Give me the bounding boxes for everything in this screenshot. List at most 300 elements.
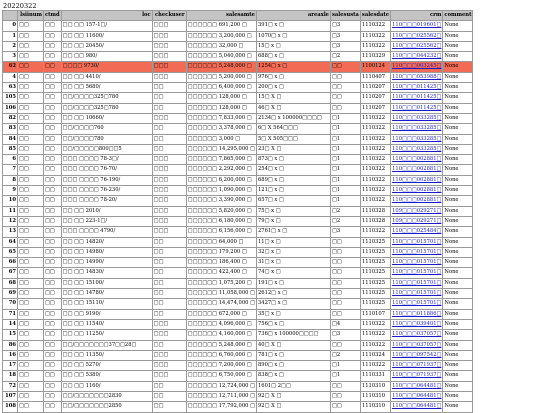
cell-crm[interactable]: 110□□□002881□ bbox=[391, 165, 443, 175]
cell-loc: □□ □□ 980/ bbox=[61, 52, 152, 62]
cell-checkuser: □□ bbox=[152, 309, 186, 319]
cell-salesamte: □□□□□□ 6,180,000 □ bbox=[186, 216, 256, 226]
cell-salesusta: □2 bbox=[330, 216, 360, 226]
cell-comment: None bbox=[443, 289, 473, 299]
cell-crm[interactable]: 110□□□002881□ bbox=[391, 196, 443, 206]
table-row[interactable] bbox=[3, 155, 473, 165]
cell-comment: None bbox=[443, 124, 473, 134]
cell-ctmd: □□ bbox=[44, 196, 62, 206]
cell-salesdate: 1110322 bbox=[360, 144, 390, 154]
cell-ctmd: □□ bbox=[44, 52, 62, 62]
column-header-salesdate[interactable]: salesdate bbox=[360, 11, 390, 21]
cell-index: 4 bbox=[3, 72, 18, 82]
table-row[interactable] bbox=[3, 361, 473, 371]
cell-ctmd: □□ bbox=[44, 361, 62, 371]
cell-areaxle: 6□ X 564□□□ bbox=[256, 124, 330, 134]
cell-crm[interactable]: 110□□□071937□ bbox=[391, 361, 443, 371]
cell-salesdate: 1110322 bbox=[360, 134, 390, 144]
cell-salesusta: □□ bbox=[330, 72, 360, 82]
cell-index: 11 bbox=[3, 206, 18, 216]
cell-salesamte: □□□□□□ 14,295,000 □ bbox=[186, 144, 256, 154]
cell-salesdate: 1110324 bbox=[360, 350, 390, 360]
cell-loc: □□/□□□□325□780 bbox=[61, 93, 152, 103]
cell-lsiinum: □□ bbox=[18, 93, 44, 103]
cell-checkuser: □□ bbox=[152, 103, 186, 113]
cell-salesusta: □□ bbox=[330, 289, 360, 299]
table-row[interactable] bbox=[3, 319, 473, 329]
cell-loc: □□□ □□□□ 78-3□/ bbox=[61, 155, 152, 165]
table-row[interactable] bbox=[3, 165, 473, 175]
cell-crm[interactable]: 110□□□033285□ bbox=[391, 124, 443, 134]
cell-loc: □□□ □□□□ 78-20/ bbox=[61, 196, 152, 206]
cell-crm[interactable]: 110□□□033285□ bbox=[391, 144, 443, 154]
table-row[interactable] bbox=[3, 41, 473, 51]
table-row[interactable] bbox=[3, 289, 473, 299]
cell-salesdate: 1110207 bbox=[360, 83, 390, 93]
table-row[interactable] bbox=[3, 247, 473, 257]
cell-salesamte: □□□□□□ 691,200 □ bbox=[186, 21, 256, 31]
cell-index: 14 bbox=[3, 319, 18, 329]
cell-salesdate: 1110322 bbox=[360, 186, 390, 196]
cell-salesdate: 1110322 bbox=[360, 361, 390, 371]
table-row[interactable] bbox=[3, 402, 473, 412]
cell-crm[interactable]: 110□□□053988□ bbox=[391, 72, 443, 82]
table-row[interactable] bbox=[3, 340, 473, 350]
cell-crm[interactable]: 110□□□037057□ bbox=[391, 340, 443, 350]
cell-areaxle: 32□ x □ bbox=[256, 247, 330, 257]
cell-areaxle: 92□ X □ bbox=[256, 402, 330, 412]
cell-crm[interactable]: 110□□□015701□ bbox=[391, 278, 443, 288]
cell-areaxle: 688□ x □ bbox=[256, 52, 330, 62]
cell-checkuser: □□□ bbox=[152, 216, 186, 226]
column-header-index[interactable] bbox=[3, 11, 18, 21]
cell-crm[interactable]: 110□□□039401□ bbox=[391, 319, 443, 329]
cell-ctmd: □□ bbox=[44, 31, 62, 41]
cell-salesusta: □□ bbox=[330, 247, 360, 257]
cell-ctmd: □□ bbox=[44, 391, 62, 401]
table-row[interactable] bbox=[3, 299, 473, 309]
cell-salesdate: 1110325 bbox=[360, 237, 390, 247]
cell-comment: None bbox=[443, 237, 473, 247]
cell-index: 9 bbox=[3, 186, 18, 196]
cell-index: 6 bbox=[3, 155, 18, 165]
cell-crm[interactable]: 110□□□011425□ bbox=[391, 103, 443, 113]
cell-lsiinum: □□ bbox=[18, 227, 44, 237]
cell-comment: None bbox=[443, 165, 473, 175]
cell-crm[interactable]: 110□□□044232□ bbox=[391, 52, 443, 62]
cell-ctmd: □□ bbox=[44, 227, 62, 237]
cell-index: 13 bbox=[3, 227, 18, 237]
cell-areaxle: 191□ x □ bbox=[256, 278, 330, 288]
table-row[interactable] bbox=[3, 93, 473, 103]
cell-ctmd: □□ bbox=[44, 186, 62, 196]
cell-lsiinum: □□ bbox=[18, 155, 44, 165]
cell-crm[interactable]: 110□□□015701□ bbox=[391, 268, 443, 278]
cell-salesusta: □1 bbox=[330, 196, 360, 206]
cell-comment: None bbox=[443, 52, 473, 62]
cell-areaxle: 11□ x □ bbox=[256, 237, 330, 247]
cell-comment: None bbox=[443, 186, 473, 196]
table-row[interactable] bbox=[3, 258, 473, 268]
cell-loc: □□ □□ 11350/ bbox=[61, 350, 152, 360]
cell-crm[interactable]: 110□□□037057□ bbox=[391, 330, 443, 340]
cell-lsiinum: □□ bbox=[18, 309, 44, 319]
cell-crm[interactable]: 110□□□002881□ bbox=[391, 175, 443, 185]
cell-checkuser: □□□ bbox=[152, 350, 186, 360]
cell-salesusta: □□ bbox=[330, 268, 360, 278]
cell-comment: None bbox=[443, 103, 473, 113]
cell-checkuser: □□ bbox=[152, 258, 186, 268]
cell-crm[interactable]: 110□□□071937□ bbox=[391, 371, 443, 381]
cell-salesamte: □□□□□□ 6,760,000 □ bbox=[186, 350, 256, 360]
cell-crm[interactable]: 110□□□003245□ bbox=[391, 62, 443, 72]
cell-loc: □□□ □□□□ 76-190/ bbox=[61, 175, 152, 185]
cell-comment: None bbox=[443, 206, 473, 216]
cell-salesdate: 1110322 bbox=[360, 227, 390, 237]
cell-comment: None bbox=[443, 175, 473, 185]
cell-crm[interactable]: 109□□□029271□ bbox=[391, 206, 443, 216]
cell-salesusta: □2 bbox=[330, 350, 360, 360]
cell-crm[interactable]: 110□□□015701□ bbox=[391, 247, 443, 257]
cell-crm[interactable]: 110□□□025562□ bbox=[391, 41, 443, 51]
column-header-ctmd[interactable]: ctmd bbox=[44, 11, 62, 21]
cell-salesusta: □1 bbox=[330, 134, 360, 144]
cell-loc: □□ □□ 14820/ bbox=[61, 237, 152, 247]
cell-salesamte: □□□□□□ 5,200,000 □ bbox=[186, 72, 256, 82]
cell-salesamte: □□□□□□ 128,000 □ bbox=[186, 103, 256, 113]
cell-loc: □□ □□ 14980/ bbox=[61, 247, 152, 257]
cell-crm[interactable]: 110□□□015701□ bbox=[391, 299, 443, 309]
cell-crm[interactable]: 110□□□019601□ bbox=[391, 21, 443, 31]
cell-loc: □□ □□ 5680/ bbox=[61, 83, 152, 93]
cell-lsiinum: □□ bbox=[18, 319, 44, 329]
cell-salesusta: □□ bbox=[330, 237, 360, 247]
cell-lsiinum: □□ bbox=[18, 196, 44, 206]
table-row[interactable] bbox=[3, 144, 473, 154]
cell-index: 16 bbox=[3, 350, 18, 360]
cell-crm[interactable]: 110□□□064481□ bbox=[391, 391, 443, 401]
cell-areaxle: 3427□ x □ bbox=[256, 299, 330, 309]
cell-ctmd: □□ bbox=[44, 371, 62, 381]
cell-areaxle: 35□ x □ bbox=[256, 309, 330, 319]
cell-loc: □□ □□ 15100/ bbox=[61, 278, 152, 288]
table-row[interactable] bbox=[3, 391, 473, 401]
cell-checkuser: □□□ bbox=[152, 165, 186, 175]
cell-loc: □□ □□ 10660/ bbox=[61, 113, 152, 123]
cell-lsiinum: □□ bbox=[18, 124, 44, 134]
cell-index: 63 bbox=[3, 83, 18, 93]
cell-index: 17 bbox=[3, 361, 18, 371]
cell-loc: □□□ □□□□ 4790/ bbox=[61, 227, 152, 237]
cell-crm[interactable]: 110□□□011425□ bbox=[391, 83, 443, 93]
column-header-salesusta[interactable]: salesusta bbox=[330, 11, 360, 21]
table-row[interactable] bbox=[3, 278, 473, 288]
table-row[interactable] bbox=[3, 31, 473, 41]
cell-salesamte: □□□□□□ 2,292,000 □ bbox=[186, 165, 256, 175]
column-header-lsiinum[interactable]: lsiinum bbox=[18, 11, 44, 21]
cell-crm[interactable]: 110□□□011425□ bbox=[391, 93, 443, 103]
cell-salesusta: □□ bbox=[330, 309, 360, 319]
cell-salesdate: 1110322 bbox=[360, 124, 390, 134]
cell-ctmd: □□ bbox=[44, 350, 62, 360]
cell-salesamte: □□□□□□ 12,711,000 □ bbox=[186, 391, 256, 401]
cell-comment: None bbox=[443, 144, 473, 154]
cell-lsiinum: □□ bbox=[18, 186, 44, 196]
cell-loc: □□ □□ 14990/ bbox=[61, 258, 152, 268]
cell-lsiinum: □□ bbox=[18, 113, 44, 123]
cell-ctmd: □□ bbox=[44, 93, 62, 103]
cell-index: 0 bbox=[3, 21, 18, 31]
cell-salesamte: □□□□□□ 11,058,000 □ bbox=[186, 289, 256, 299]
cell-salesusta: □□ bbox=[330, 340, 360, 350]
cell-areaxle: 200□ x □ bbox=[256, 83, 330, 93]
cell-checkuser: □□□ bbox=[152, 41, 186, 51]
table-row[interactable] bbox=[3, 227, 473, 237]
cell-salesdate: 1110325 bbox=[360, 289, 390, 299]
cell-index: 86 bbox=[3, 340, 18, 350]
cell-areaxle: 79□ x □ bbox=[256, 216, 330, 226]
table-row[interactable] bbox=[3, 103, 473, 113]
table-row[interactable] bbox=[3, 381, 473, 391]
table-row[interactable] bbox=[3, 350, 473, 360]
cell-index: 7 bbox=[3, 165, 18, 175]
cell-checkuser: □□ bbox=[152, 134, 186, 144]
cell-salesdate: 1110310 bbox=[360, 381, 390, 391]
cell-salesamte: □□□□□□ 3,200,000 □ bbox=[186, 31, 256, 41]
cell-salesusta: □1 bbox=[330, 155, 360, 165]
cell-checkuser: □□ bbox=[152, 247, 186, 257]
cell-salesdate: 1110310 bbox=[360, 402, 390, 412]
cell-ctmd: □□ bbox=[44, 83, 62, 93]
cell-crm[interactable]: 110□□□002881□ bbox=[391, 186, 443, 196]
cell-crm[interactable]: 110□□□015701□ bbox=[391, 258, 443, 268]
cell-salesusta: □□ bbox=[330, 391, 360, 401]
cell-areaxle: 31□ x □ bbox=[256, 258, 330, 268]
cell-lsiinum: □□ bbox=[18, 175, 44, 185]
cell-crm[interactable]: 109□□□029271□ bbox=[391, 216, 443, 226]
cell-loc: □□/□□□□760 bbox=[61, 124, 152, 134]
cell-checkuser: □□□ bbox=[152, 52, 186, 62]
cell-salesusta: □4 bbox=[330, 319, 360, 329]
cell-crm[interactable]: 110□□□011886□ bbox=[391, 309, 443, 319]
cell-lsiinum: □□ bbox=[18, 144, 44, 154]
cell-loc: □□ □□ 5380/ bbox=[61, 371, 152, 381]
cell-salesdate: 1110325 bbox=[360, 299, 390, 309]
cell-lsiinum: □□ bbox=[18, 83, 44, 93]
table-row[interactable] bbox=[3, 52, 473, 62]
cell-comment: None bbox=[443, 247, 473, 257]
cell-lsiinum: □□ bbox=[18, 402, 44, 412]
table-row[interactable] bbox=[3, 330, 473, 340]
cell-ctmd: □□ bbox=[44, 340, 62, 350]
cell-ctmd: □□ bbox=[44, 21, 62, 31]
cell-lsiinum: □□ bbox=[18, 371, 44, 381]
cell-crm[interactable]: 110□□□025562□ bbox=[391, 31, 443, 41]
cell-crm[interactable]: 110□□□033285□ bbox=[391, 134, 443, 144]
cell-comment: None bbox=[443, 113, 473, 123]
cell-salesamte: □□□□□□ 12,724,000 □ bbox=[186, 381, 256, 391]
cell-crm[interactable]: 110□□□064481□ bbox=[391, 402, 443, 412]
cell-salesdate: 1110325 bbox=[360, 278, 390, 288]
cell-crm[interactable]: 110□□□064481□ bbox=[391, 381, 443, 391]
cell-crm[interactable]: 110□□□002881□ bbox=[391, 155, 443, 165]
cell-crm[interactable]: 110□□□097542□ bbox=[391, 350, 443, 360]
column-header-salesamte[interactable]: salesamte bbox=[186, 11, 256, 21]
cell-ctmd: □□ bbox=[44, 309, 62, 319]
cell-comment: None bbox=[443, 93, 473, 103]
cell-salesamte: □□□□□□ 4,096,000 □ bbox=[186, 319, 256, 329]
cell-loc: □□ □□ 14830/ bbox=[61, 268, 152, 278]
cell-ctmd: □□ bbox=[44, 216, 62, 226]
column-header-areaxle[interactable]: areaxle bbox=[256, 11, 330, 21]
cell-loc: □□/□□□□□800□□5 bbox=[61, 144, 152, 154]
table-row[interactable] bbox=[3, 268, 473, 278]
cell-salesdate: 1110310 bbox=[360, 391, 390, 401]
cell-lsiinum: □□ bbox=[18, 134, 44, 144]
cell-ctmd: □□ bbox=[44, 103, 62, 113]
table-row[interactable] bbox=[3, 62, 473, 72]
cell-index: 72 bbox=[3, 381, 18, 391]
cell-loc: □□/□□□□□□□2850 bbox=[61, 402, 152, 412]
table-row[interactable] bbox=[3, 72, 473, 82]
cell-lsiinum: □□ bbox=[18, 258, 44, 268]
table-row[interactable] bbox=[3, 237, 473, 247]
table-row[interactable] bbox=[3, 206, 473, 216]
cell-salesusta: □□ bbox=[330, 93, 360, 103]
cell-ctmd: □□ bbox=[44, 155, 62, 165]
cell-crm[interactable]: 110□□□015701□ bbox=[391, 237, 443, 247]
cell-loc: □□ □□ 11540/ bbox=[61, 319, 152, 329]
cell-salesdate: 1110322 bbox=[360, 330, 390, 340]
cell-lsiinum: □□ bbox=[18, 216, 44, 226]
cell-comment: None bbox=[443, 371, 473, 381]
cell-salesamte: □□□□□□ 17,792,000 □ bbox=[186, 402, 256, 412]
cell-checkuser: □□□ bbox=[152, 319, 186, 329]
cell-salesamte: □□□□□□ 3,378,000 □ bbox=[186, 124, 256, 134]
cell-crm[interactable]: 110□□□033285□ bbox=[391, 113, 443, 123]
column-header-loc[interactable]: loc bbox=[61, 11, 152, 21]
cell-checkuser: □□□ bbox=[152, 196, 186, 206]
cell-index: 83 bbox=[3, 124, 18, 134]
cell-salesamte: □□□□□□ 672,000 □ bbox=[186, 309, 256, 319]
cell-salesamte: □□□□□□ 5,248,000 □ bbox=[186, 62, 256, 72]
table-row[interactable] bbox=[3, 21, 473, 31]
cell-areaxle: 46□ X □ bbox=[256, 103, 330, 113]
dataframe-view bbox=[2, 2, 473, 413]
cell-checkuser: □□ bbox=[152, 340, 186, 350]
cell-checkuser: □□ bbox=[152, 391, 186, 401]
cell-comment: None bbox=[443, 319, 473, 329]
cell-comment: None bbox=[443, 83, 473, 93]
table-row[interactable] bbox=[3, 134, 473, 144]
cell-comment: None bbox=[443, 134, 473, 144]
cell-comment: None bbox=[443, 340, 473, 350]
cell-ctmd: □□ bbox=[44, 381, 62, 391]
cell-comment: None bbox=[443, 21, 473, 31]
cell-salesamte: □□□□□□ 5,248,000 □ bbox=[186, 340, 256, 350]
cell-areaxle: 5□ X 505□□□ bbox=[256, 134, 330, 144]
cell-comment: None bbox=[443, 391, 473, 401]
cell-salesamte: □□□□□□ 128,000 □ bbox=[186, 93, 256, 103]
cell-crm[interactable]: 110□□□025484□ bbox=[391, 227, 443, 237]
cell-lsiinum: □□ bbox=[18, 165, 44, 175]
cell-ctmd: □□ bbox=[44, 165, 62, 175]
cell-checkuser: □□□ bbox=[152, 371, 186, 381]
cell-index: 64 bbox=[3, 237, 18, 247]
cell-salesamte: □□□□□□ 179,200 □ bbox=[186, 247, 256, 257]
table-row[interactable] bbox=[3, 371, 473, 381]
cell-lsiinum: □□ bbox=[18, 21, 44, 31]
cell-checkuser: □□ bbox=[152, 237, 186, 247]
cell-checkuser: □□ bbox=[152, 381, 186, 391]
table-row[interactable] bbox=[3, 309, 473, 319]
cell-loc: □□ □□ 14780/ bbox=[61, 289, 152, 299]
cell-index: 1 bbox=[3, 31, 18, 41]
cell-comment: None bbox=[443, 299, 473, 309]
cell-index: 84 bbox=[3, 134, 18, 144]
cell-salesdate: 1110322 bbox=[360, 41, 390, 51]
table-row[interactable] bbox=[3, 113, 473, 123]
cell-salesdate: 1110322 bbox=[360, 175, 390, 185]
cell-ctmd: □□ bbox=[44, 113, 62, 123]
cell-lsiinum: □□ bbox=[18, 350, 44, 360]
table-row[interactable] bbox=[3, 216, 473, 226]
cell-salesdate: 1110322 bbox=[360, 113, 390, 123]
cell-checkuser: □□ bbox=[152, 299, 186, 309]
cell-areaxle: 873□ x □ bbox=[256, 155, 330, 165]
table-row[interactable] bbox=[3, 196, 473, 206]
cell-salesusta: □1 bbox=[330, 175, 360, 185]
cell-checkuser: □□□ bbox=[152, 227, 186, 237]
cell-salesusta: □1 bbox=[330, 186, 360, 196]
column-header-crm[interactable]: crm bbox=[391, 11, 443, 21]
cell-index: 12 bbox=[3, 216, 18, 226]
cell-comment: None bbox=[443, 227, 473, 237]
column-header-comment[interactable]: comment bbox=[443, 11, 473, 21]
cell-areaxle: 890□ x □ bbox=[256, 361, 330, 371]
cell-salesusta: □1 bbox=[330, 361, 360, 371]
cell-areaxle: 736□ x 100000□□□□ bbox=[256, 330, 330, 340]
cell-salesusta: □□ bbox=[330, 258, 360, 268]
table-row[interactable] bbox=[3, 186, 473, 196]
cell-salesamte: □□□□□□ 6,750,000 □ bbox=[186, 371, 256, 381]
cell-checkuser: □□ bbox=[152, 278, 186, 288]
cell-ctmd: □□ bbox=[44, 330, 62, 340]
cell-lsiinum: □□ bbox=[18, 361, 44, 371]
cell-areaxle: 838□ x □ bbox=[256, 371, 330, 381]
cell-loc: □□□□ 9730/ bbox=[61, 62, 152, 72]
cell-loc: □□/□□□□780 bbox=[61, 134, 152, 144]
cell-crm[interactable]: 110□□□015701□ bbox=[391, 289, 443, 299]
table-row[interactable] bbox=[3, 175, 473, 185]
cell-loc: □□ □□ 20450/ bbox=[61, 41, 152, 51]
cell-checkuser: □□□ bbox=[152, 186, 186, 196]
cell-salesdate: 1110322 bbox=[360, 340, 390, 350]
table-row[interactable] bbox=[3, 124, 473, 134]
cell-lsiinum: □□ bbox=[18, 41, 44, 51]
column-header-checkuser[interactable]: checkuser bbox=[152, 11, 186, 21]
cell-salesusta: □1 bbox=[330, 113, 360, 123]
cell-lsiinum: □□ bbox=[18, 31, 44, 41]
table-row[interactable] bbox=[3, 83, 473, 93]
cell-salesdate: 1110322 bbox=[360, 165, 390, 175]
cell-index: 108 bbox=[3, 402, 18, 412]
cell-comment: None bbox=[443, 41, 473, 51]
cell-salesusta: □2 bbox=[330, 52, 360, 62]
cell-areaxle: 92□ X □ bbox=[256, 391, 330, 401]
cell-salesdate: 1100124 bbox=[360, 62, 390, 72]
cell-loc: □□/□□□□□□□2830 bbox=[61, 391, 152, 401]
